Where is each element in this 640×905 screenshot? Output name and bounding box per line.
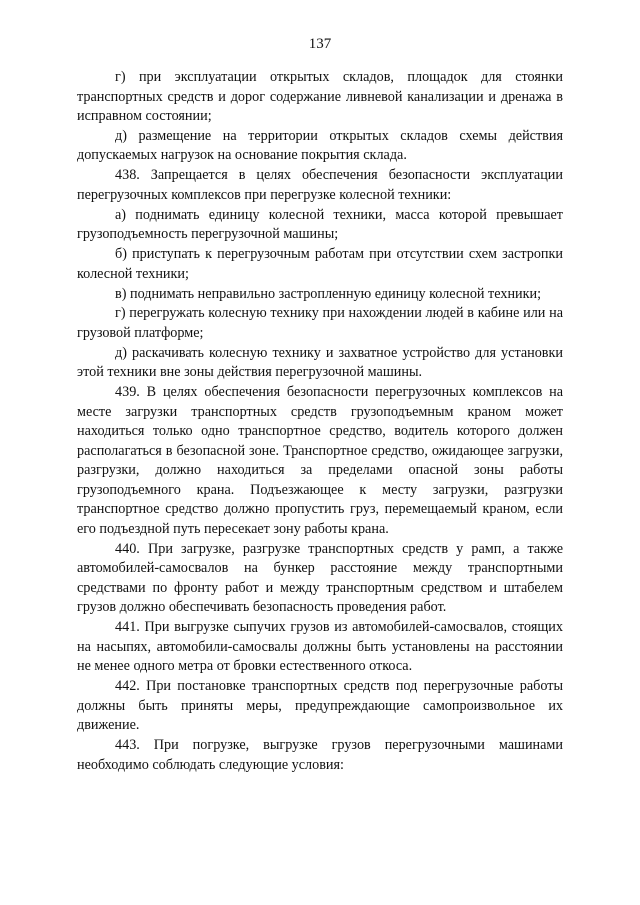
paragraph-438: 438. Запрещается в целях обеспечения безопасности эксплуатации перегрузочных комплексов при перегрузке колесной техники:: [77, 167, 563, 203]
paragraph-clause-g: г) при эксплуатации открытых складов, площадок для стоянки транспортных средств и дорог содержание ливневой канализации и дренажа в исправном состоянии;: [77, 69, 563, 125]
body-text: [77, 68, 563, 775]
paragraph-440: 440. При загрузке, разгрузке транспортных средств у рамп, а также автомобилей-самосвалов на бункер расстояние между транспортными средствами по фронту работ и между транспортным средством и штабелем грузов должно обеспечивать безопасность проведения работ.: [77, 540, 563, 616]
paragraph-438-b: б) приступать к перегрузочным работам при отсутствии схем застропки колесной техники;: [77, 246, 563, 282]
paragraph-438-g: г) перегружать колесную технику при нахождении людей в кабине или на грузовой платформе;: [77, 305, 563, 341]
paragraph-441: 441. При выгрузке сыпучих грузов из автомобилей-самосвалов, стоящих на насыпях, автомобили-самосвалы должны быть установлены на расстоянии не менее одного метра от бровки естественного откоса.: [77, 619, 563, 675]
paragraph-443: 443. При погрузке, выгрузке грузов перегрузочными машинами необходимо соблюдать следующие условия:: [77, 737, 563, 773]
paragraph-clause-d: д) размещение на территории открытых складов схемы действия допускаемых нагрузок на основание покрытия склада.: [77, 127, 563, 164]
paragraph-438-v: в) поднимать неправильно застропленную единицу колесной техники;: [115, 285, 542, 302]
page-number: 137: [308, 36, 332, 52]
paragraph-438-a: а) поднимать единицу колесной техники, масса которой превышает грузоподъемность перегрузочной машины;: [77, 206, 563, 243]
paragraph-439: 439. В целях обеспечения безопасности перегрузочных комплексов на месте загрузки транспортных средств грузоподъемным краном может находиться только одно транспортное средство, водитель которого должен располагаться в безопасной зоне. Транспортное средство, ожидающее загрузки, разгрузки, должно находиться за пределами опасной зоны работы грузоподъемного крана. Подъезжающее к месту загрузки, разгрузки транспортное средство должно пропустить груз, перемещаемый краном, если его подъездной путь пересекает зону работы крана.: [77, 384, 563, 537]
paragraph-438-d: д) раскачивать колесную технику и захватное устройство для установки этой техники вне зоны действия перегрузочной машины.: [77, 344, 563, 381]
paragraph-442: 442. При постановке транспортных средств под перегрузочные работы должны быть приняты меры, предупреждающие самопроизвольное их движение.: [77, 678, 563, 734]
